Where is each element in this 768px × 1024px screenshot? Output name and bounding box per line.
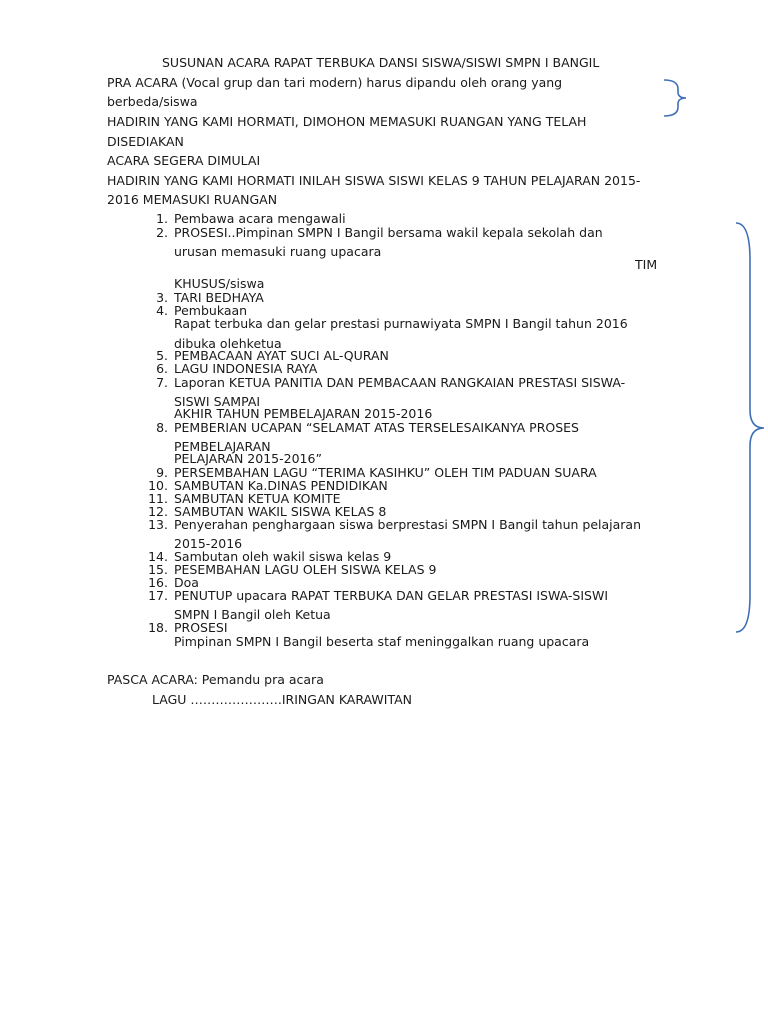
intro-line: berbeda/siswa xyxy=(107,94,198,109)
list-item-text: urusan memasuki ruang upacara xyxy=(174,244,382,259)
list-item-number: 9. xyxy=(156,465,168,480)
list-item-text: dibuka olehketua xyxy=(174,336,282,351)
list-item-text: SAMBUTAN KETUA KOMITE xyxy=(174,491,341,506)
list-item-text: PERSEMBAHAN LAGU “TERIMA KASIHKU” OLEH TIM PADUAN SUARA xyxy=(174,465,597,480)
list-item-text: PELAJARAN 2015-2016” xyxy=(174,451,322,466)
list-item-text: Rapat terbuka dan gelar prestasi purnawiyata SMPN I Bangil tahun 2016 xyxy=(174,316,628,331)
list-item-text: SMPN I Bangil oleh Ketua xyxy=(174,607,331,622)
list-item-text: TARI BEDHAYA xyxy=(174,290,264,305)
list-item-number: 16. xyxy=(148,575,168,590)
intro-line: 2016 MEMASUKI RUANGAN xyxy=(107,192,278,207)
list-item-text: KHUSUS/siswa xyxy=(174,276,265,291)
list-item-number: 4. xyxy=(156,303,168,318)
list-item-number: 13. xyxy=(148,517,168,532)
list-item-number: 12. xyxy=(148,504,168,519)
list-item-number: 2. xyxy=(156,225,168,240)
list-item-text: SAMBUTAN Ka.DINAS PENDIDIKAN xyxy=(174,478,388,493)
list-item-text: LAGU INDONESIA RAYA xyxy=(174,361,318,376)
list-item-text: PENUTUP upacara RAPAT TERBUKA DAN GELAR PRESTASI ISWA-SISWI xyxy=(174,588,609,603)
list-item-text: TIM xyxy=(635,257,658,272)
list-item-number: 6. xyxy=(156,361,168,376)
list-item-number: 1. xyxy=(156,211,168,226)
list-item-text: PEMBELAJARAN xyxy=(174,439,271,454)
list-item-text: SAMBUTAN WAKIL SISWA KELAS 8 xyxy=(174,504,387,519)
list-item-text: Pembukaan xyxy=(174,303,248,318)
large-brace-icon xyxy=(734,220,768,640)
list-item-text: Pimpinan SMPN I Bangil beserta staf meninggalkan ruang upacara xyxy=(174,634,590,649)
list-item-number: 10. xyxy=(148,478,168,493)
list-item-text: PEMBERIAN UCAPAN “SELAMAT ATAS TERSELESAIKANYA PROSES xyxy=(174,420,579,435)
intro-line: HADIRIN YANG KAMI HORMATI INILAH SISWA SISWI KELAS 9 TAHUN PELAJARAN 2015- xyxy=(107,173,641,188)
list-item-number: 18. xyxy=(148,620,168,635)
list-item-text: Sambutan oleh wakil siswa kelas 9 xyxy=(174,549,392,564)
list-item-number: 14. xyxy=(148,549,168,564)
list-item-text: AKHIR TAHUN PEMBELAJARAN 2015-2016 xyxy=(174,406,433,421)
list-item-number: 15. xyxy=(148,562,168,577)
list-item-text: PROSESI xyxy=(174,620,228,635)
list-item-text: 2015-2016 xyxy=(174,536,243,551)
list-item-text: Laporan KETUA PANITIA DAN PEMBACAAN RANGKAIAN PRESTASI SISWA- xyxy=(174,375,626,390)
intro-line: PRA ACARA (Vocal grup dan tari modern) harus dipandu oleh orang yang xyxy=(107,75,563,90)
document-title: SUSUNAN ACARA RAPAT TERBUKA DANSI SISWA/SISWI SMPN I BANGIL xyxy=(162,55,600,70)
intro-line: HADIRIN YANG KAMI HORMATI, DIMOHON MEMASUKI RUANGAN YANG TELAH xyxy=(107,114,587,129)
lagu-line: LAGU ………………….IRINGAN KARAWITAN xyxy=(152,692,413,707)
list-item-number: 3. xyxy=(156,290,168,305)
list-item-text: PESEMBAHAN LAGU OLEH SISWA KELAS 9 xyxy=(174,562,437,577)
list-item-number: 17. xyxy=(148,588,168,603)
list-item-text: Penyerahan penghargaan siswa berprestasi SMPN I Bangil tahun pelajaran xyxy=(174,517,642,532)
list-item-text: PEMBACAAN AYAT SUCI AL-QURAN xyxy=(174,348,389,363)
list-item-text: SISWI SAMPAI xyxy=(174,394,261,409)
list-item-text: Pembawa acara mengawali xyxy=(174,211,346,226)
list-item-number: 5. xyxy=(156,348,168,363)
list-item-number: 7. xyxy=(156,375,168,390)
list-item-number: 11. xyxy=(148,491,168,506)
pasca-acara-line: PASCA ACARA: Pemandu pra acara xyxy=(107,672,324,687)
small-brace-icon xyxy=(662,78,692,118)
list-item-text: PROSESI..Pimpinan SMPN I Bangil bersama wakil kepala sekolah dan xyxy=(174,225,603,240)
intro-line: ACARA SEGERA DIMULAI xyxy=(107,153,261,168)
list-item-number: 8. xyxy=(156,420,168,435)
intro-line: DISEDIAKAN xyxy=(107,134,184,149)
list-item-text: Doa xyxy=(174,575,199,590)
